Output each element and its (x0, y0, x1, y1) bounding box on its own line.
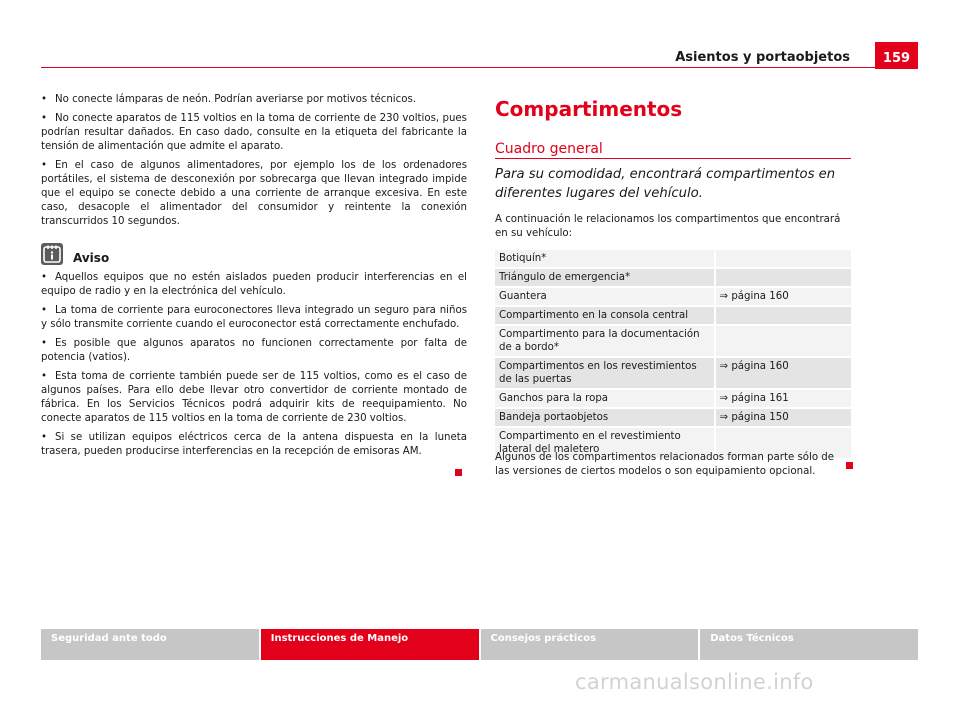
compartment-name: Guantera (495, 288, 714, 305)
bullet-icon: • (41, 371, 48, 382)
intro-italic: Para su comodidad, encontrará compartimentos en diferentes lugares del vehículo. (495, 167, 836, 201)
list-item: • Si se utilizan equipos eléctricos cerca de la antena dispuesta en la luneta trasera, pueden producirse interferencias en la recepción de emisoras AM. (41, 432, 467, 457)
list-item: • En el caso de algunos alimentadores, por ejemplo los de los ordenadores portátiles, el sistema de desconexión por sobrecarga que llevan integrado impide que el equipo se conecte debido a una corriente de arranque excesiva. En este caso, desacople el alimentador del consumidor y reintente la conexión transcurridos 10 segundos. (41, 160, 467, 227)
section-end-marker (846, 462, 853, 469)
tab-datos[interactable]: Datos Técnicos (700, 629, 918, 660)
table-row (495, 269, 851, 286)
page-reference: ⇒ página 160 (714, 288, 851, 305)
watermark: carmanualsonline.info (575, 670, 814, 694)
table-row (495, 326, 851, 356)
bullet-icon: • (41, 272, 48, 283)
section-subtitle: Cuadro general (495, 141, 603, 157)
list-item: • Esta toma de corriente también puede ser de 115 voltios, como es el caso de algunos países. Para ello debe llevar otro convertidor de corriente montado de fábrica. En los Servicios Técnicos podrá adquirir kits de reequipamiento. No conecte aparatos de 115 voltios en la toma de corriente de 230 voltios. (41, 371, 467, 424)
tab-instrucciones[interactable]: Instrucciones de Manejo (261, 629, 479, 660)
table-row (495, 358, 851, 388)
compartments-table (495, 248, 851, 460)
section-title: Asientos y portaobjetos (675, 50, 850, 65)
bullet-icon: • (41, 305, 48, 316)
note-icon (41, 243, 63, 265)
tab-seguridad[interactable]: Seguridad ante todo (41, 629, 259, 660)
compartment-name: Ganchos para la ropa (495, 390, 714, 407)
aviso-list (41, 271, 467, 459)
page-reference: ⇒ página 160 (714, 358, 851, 388)
list-item: • No conecte aparatos de 115 voltios en la toma de corriente de 230 voltios, pues podrían resultar dañados. En caso dado, consulte en la etiqueta del fabricante la tensión de alimentación que admite el aparato. (41, 113, 467, 152)
page-reference (714, 307, 851, 324)
bullet-list (41, 93, 467, 229)
page-reference: ⇒ página 161 (714, 390, 851, 407)
left-column (41, 93, 467, 464)
list-item: • La toma de corriente para euroconectores lleva integrado un seguro para niños y sólo transmite corriente cuando el euroconector está correctamente enchufado. (41, 305, 467, 330)
list-item: • No conecte lámparas de neón. Podrían averiarse por motivos técnicos. (41, 94, 416, 105)
note-text: Algunos de los compartimentos relacionados forman parte sólo de las versiones de ciertos modelos o son equipamiento opcional. (495, 452, 835, 477)
compartment-name: Compartimentos en los revestimientos de las puertas (495, 358, 714, 388)
table-row (495, 307, 851, 324)
intro-text: A continuación le relacionamos los compartimentos que encontrará en su vehículo: (495, 214, 841, 239)
bullet-icon: • (41, 432, 48, 443)
compartment-name: Botiquín* (495, 250, 714, 267)
chapter-title: Compartimentos (495, 97, 683, 121)
page-reference: ⇒ página 150 (714, 409, 851, 426)
page-reference (714, 250, 851, 267)
header-divider (41, 67, 918, 68)
table-row (495, 288, 851, 305)
section-end-marker (455, 469, 462, 476)
table-row (495, 409, 851, 426)
aviso-label: Aviso (73, 251, 110, 265)
compartment-name: Triángulo de emergencia* (495, 269, 714, 286)
aviso-heading (41, 243, 467, 265)
tab-consejos[interactable]: Consejos prácticos (481, 629, 699, 660)
bullet-icon: • (41, 160, 48, 171)
table-row (495, 250, 851, 267)
compartment-name: Compartimento para la documentación de a bordo* (495, 326, 714, 356)
page-reference (714, 269, 851, 286)
page-reference (714, 326, 851, 356)
bullet-icon: • (41, 113, 48, 124)
page-number: 159 (875, 42, 918, 69)
bullet-icon: • (41, 338, 48, 349)
subtitle-divider (495, 158, 851, 159)
list-item: • Aquellos equipos que no estén aislados pueden producir interferencias en el equipo de radio y en la electrónica del vehículo. (41, 272, 467, 297)
table-row (495, 390, 851, 407)
list-item: • Es posible que algunos aparatos no funcionen correctamente por falta de potencia (vatios). (41, 338, 467, 363)
compartment-name: Compartimento en el revestimiento lateral del maletero (495, 428, 714, 458)
compartment-name: Bandeja portaobjetos (495, 409, 714, 426)
footer-nav (41, 629, 918, 660)
compartment-name: Compartimento en la consola central (495, 307, 714, 324)
bullet-icon: • (41, 94, 48, 105)
